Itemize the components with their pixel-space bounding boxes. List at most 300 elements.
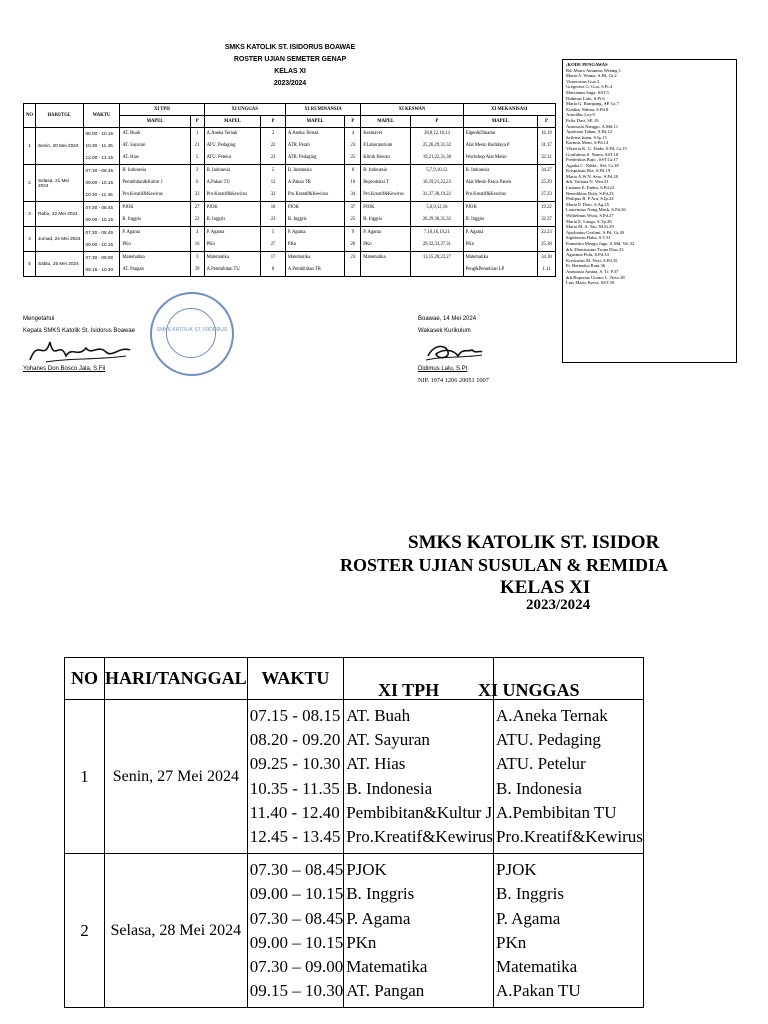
zoom-tph-subject-line: AT. Pangan [346,981,425,1001]
day-no: 1 [24,128,36,165]
supervisor-entry: Agatha C. Ndiki., SSt, Gr.18 [566,162,619,168]
supervisor-cell-line: 19.22 [541,205,552,210]
subject-cell-line: B. Inggris [206,217,226,222]
supervisor-cell-line: 26 [350,242,356,247]
subject-cell [204,227,261,252]
zoom-unggas-subject [494,700,644,854]
subject-cell-line: AT. Sayuran [122,143,146,148]
zoom-time-slot-line: 12.45 - 13.45 [249,826,341,846]
supervisor-entry: Maria A. Wuma, S.Pd, Gr.2 [566,73,617,79]
zoom-unggas-subject-line: P. Agama [496,908,561,928]
day-date: Sabtu, 25 Mei 2024 [36,252,83,277]
supervisor-entry: Apolonia Tahun, S.Pd.12 [566,129,613,135]
subject-cell-line: Pro.Kreatif&Kewirus [287,192,329,197]
subject-cell-line: B. Inggris [465,217,485,222]
subject-cell-line: P.Laboratorium [363,143,393,148]
day-date: Selasa, 21 Mei 2024 [36,165,83,202]
sign-right-date: Boawae, 14 Mei 2024 [418,316,477,322]
subject-cell [120,252,190,277]
subject-cell-line: Matematika [465,255,489,260]
subject-cell-line: AT. Hias [122,155,139,160]
subject-cell-line: PJOK [363,205,375,210]
time-slot-line: 09.00 - 10.15 [85,180,114,185]
supervisor-entry: Vimerosius Gua.3 [566,78,600,84]
time-slot-line: 07.30 - 09.00 [85,255,114,260]
subject-cell-line: Matematika [363,255,386,260]
supervisor-entry: Benediktus Dolu, S.Pd.23 [566,190,614,196]
time-slot-line: 07.30 - 08.45 [85,168,114,173]
subject-cell [120,128,190,165]
supervisor-cell-line: 27 [194,205,200,210]
subject-cell-line: Kesmavet [363,131,383,136]
subject-cell-line: Peng&Pemeliran LP [465,267,505,272]
subject-cell [120,165,190,202]
supervisor-cell-line: 5 [271,168,275,173]
table-row [24,165,556,202]
supervisor-cell [411,202,463,227]
supervisor-cell [345,165,361,202]
year-title: 2023/2024 [273,80,307,87]
col-class: XI KESWAN [361,104,463,116]
supervisor-entry: Anastasia Amina, S. Tr. P.37 [566,268,619,274]
subject-cell [463,227,537,252]
supervisor-cell [345,202,361,227]
supervisor-cell-line: 12 [270,180,276,185]
zoom-time-slot-line: 07.30 – 08.45 [249,860,344,880]
subject-cell [285,202,345,227]
table-row [24,227,556,252]
supervisor-code-list [562,59,737,363]
supervisor-entry: Agustina Pulu, S.Pd.34 [566,252,609,258]
zoom-time-slot-line: 09.15 – 10.30 [249,981,344,1001]
table-row [24,252,556,277]
subject-cell-line: Pro.Kreatif&Kewirus [465,192,507,197]
supervisor-cell-line: 34.38 [541,255,552,260]
supervisor-cell-line: 25.38 [541,242,552,247]
supervisor-entry: Philipus B. P Aru, S.Ip.24 [566,196,614,202]
time-slot [83,252,120,277]
supervisor-entry: Felix Dasi, SE.10 [566,117,599,123]
supervisor-cell-line: 34 [350,192,356,197]
zoom-tph-subject [344,854,494,1008]
subject-cell-line: A.Pembibitan TR [287,267,321,272]
subject-cell-line: ATR. Pedaging [287,155,317,160]
time-slot-line: 09.15 - 10.30 [85,267,114,272]
supervisor-cell [345,128,361,165]
zoom-day-date: Senin, 27 Mei 2024 [105,700,248,854]
supervisor-cell-line: 16,19,21,22,23 [422,180,451,185]
subject-cell [361,227,411,252]
subject-cell-line: Workshop Alat Mesin [465,155,507,160]
supervisor-entry: Maria A.W.N. Sero, S.Pd.20 [566,173,619,179]
supervisor-cell [190,165,204,202]
supervisor-entry: drh. Dionisusius Trona Dtus.33 [566,246,624,252]
supervisor-cell-line: 32.31 [541,155,552,160]
supervisor-list-title: ;KODE PENGAWAS [566,62,608,67]
subject-cell-line: B. Inggris [363,217,383,222]
subject-cell-line: ATU. Pedaging [206,143,236,148]
table-row [65,854,644,1008]
supervisor-entry: Anastasia Nanggo, A.Md.11 [566,123,619,129]
zoom-tph-subject [344,700,494,854]
sign-left-line2: Kepala SMKS Katolik St. Isidorus Boawae [23,328,136,334]
sign-left-line1: Mengetahui [23,316,55,322]
subject-cell-line: AT. Buah [122,131,140,136]
col-class: XI TPH [120,104,204,116]
zoom-day-date: Selasa, 28 Mei 2024 [105,854,248,1008]
supervisor-cell-line: 8 [351,168,355,173]
supervisor-entry: Krispianus Ria, S.Pd.19 [566,168,611,174]
day-no: 2 [24,165,36,202]
subject-cell [120,227,190,252]
supervisor-cell-line: 5,6,9,12,16 [426,205,448,210]
day-no: 5 [24,252,36,277]
subject-cell-line: B. Indonesia [363,168,387,173]
subject-cell-line: P. Agama [287,230,306,235]
subject-cell-line: A.Pakan TU [206,180,230,185]
supervisor-cell [190,227,204,252]
supervisor-entry: Wilhelmus Wutu, S.Pd.27 [566,213,614,219]
zoom-unggas-subject-line: A.Pakan TU [496,981,581,1001]
subject-cell-line: B. Indonesia [122,168,147,173]
exam-schedule-table [23,103,556,277]
supervisor-cell-line: 37 [350,205,356,210]
zoom-col-no: NO [65,658,105,700]
time-slot-line: 07.30 - 08.45 [85,230,114,235]
zoom-unggas-subject-line: ATU. Petelur [496,754,586,774]
subject-cell-line: P. Agama [122,230,141,235]
supervisor-cell-line: 1 [195,131,199,136]
subject-cell [204,128,261,165]
supervisor-cell [261,128,286,165]
school-title: SMKS KATOLIK ST. ISIDORUS BOAWAE [224,44,356,51]
supervisor-entry: Sefirina Inam, S.Ip.13 [566,134,607,140]
subject-cell-line: B. Inggris [287,217,307,222]
supervisor-cell-line: 5 [195,155,199,160]
supervisor-cell-line: 32 [270,192,276,197]
zoom-time-slot-line: 07.15 - 08.15 [249,706,341,725]
subject-cell-line: Pembibitan&Kultur J [122,180,163,185]
supervisor-cell [537,128,555,165]
supervisor-cell-line: 38,8,12,10,13 [424,131,450,136]
supervisor-cell [537,202,555,227]
table-row [65,700,644,854]
signature-left [26,332,136,368]
supervisor-cell-line: 5,7,9,10,12 [426,168,448,173]
zoom-unggas-subject-line: A.Aneka Ternak [496,706,608,725]
supervisor-cell-line: 4 [351,131,355,136]
subject-cell-line: A.Pakan TR [287,180,311,185]
subject-cell [361,165,411,202]
subject-cell [204,202,261,227]
zoom-time-slot-line: 09.00 – 10.15 [249,884,344,904]
day-date: Rabu, 22 Mei 2024 [36,202,83,227]
zoom-tph-subject-line: PKn [346,932,377,952]
subject-cell-line: Reproduksi T [363,180,389,185]
subject-cell-line: Matematika [287,255,311,260]
zoom-class-title: KELAS XI [500,577,591,598]
subject-cell-line: ATU. Petelur [206,155,232,160]
supervisor-cell-line: 19,21,22,31,38 [422,155,451,160]
zoom-tph-subject-line: AT. Sayuran [346,730,430,750]
subject-cell-line: Klinik Hewan [363,155,390,160]
supervisor-cell [190,128,204,165]
subject-cell-line: Pro.Kreatif&Kewirus [206,192,248,197]
zoom-tph-subject-line: AT. Hias [346,754,406,774]
supervisor-cell-line: 17 [270,255,276,260]
subject-cell-line: P. Agama [206,230,225,235]
supervisor-cell-line: 31,37,38,19,22 [422,192,451,197]
supervisor-cell [411,227,463,252]
supervisor-cell-line: 16.19 [541,131,552,136]
subject-cell-line: Alat Mesin Pasca Panen [465,180,512,185]
subject-cell [204,252,261,277]
subject-cell-line: PKn [122,242,131,247]
supervisor-entry: Kristianus M. Nesi, S.Pd.35 [566,257,618,263]
supervisor-cell-line: 27.23 [541,192,552,197]
supervisor-cell-line: 1.11 [542,267,551,272]
zoom-unggas-subject-line: B. Indonesia [496,778,582,798]
zoom-school-title: SMKS KATOLIK ST. ISIDOR [408,532,660,553]
zoom-unggas-subject-line: Pro.Kreatif&Kewirus [496,826,643,846]
time-slot-line: 09.00 - 10.15 [85,217,114,222]
time-slot [83,128,120,165]
class-title: KELAS XI [274,68,306,75]
subject-cell-line: B. Indonesia [465,168,490,173]
supervisor-entry: Maria G. Rumpang, SP, Gr.7 [566,101,619,107]
supervisor-entry: drh. Yuliana N. Wea.21 [566,179,609,185]
supervisor-cell-line: 22 [194,217,200,222]
zoom-time-slot-line: 07.30 – 08.45 [249,908,344,928]
zoom-tph-subject-line: Matematika [346,956,428,976]
zoom-col-waktu: WAKTU [247,658,344,700]
supervisor-cell [261,202,286,227]
supervisor-cell-line: 23 [270,217,276,222]
time-slot-line: 07.30 - 08.45 [85,205,114,210]
supervisor-cell-line: 16 [194,242,200,247]
subject-cell [285,128,345,165]
supervisor-cell [345,252,361,277]
supervisor-entry: Karmus Moni, S.Pd.14 [566,140,609,146]
subject-cell-line: B. Indonesia [206,168,231,173]
supervisor-entry: Gregorius G. Goa, S.Pt.4 [566,84,613,90]
time-slot-line: 08.00 - 10.15 [85,131,114,136]
zoom-time-slot-line: 07.30 – 09.00 [249,956,344,976]
subject-cell-line: Elgen&Dinamo [465,131,496,136]
subject-cell-line: PJOK [287,205,300,210]
time-slot-line: 12.00 - 13.15 [85,155,114,160]
zoom-tph-subject-line: B. Indonesia [346,778,433,798]
supervisor-cell [190,202,204,227]
subject-cell-line: PKn [363,242,372,247]
supervisor-entry: Sigitbertus Baba, S.T.31 [566,235,611,241]
time-slot [83,202,120,227]
supervisor-cell-line: 25 [350,155,356,160]
supervisor-cell-line: 33 [194,192,200,197]
supervisor-cell-line: 31.37 [541,143,552,148]
supervisor-cell-line: 21 [194,143,200,148]
col-waktu: WAKTU [83,104,120,128]
supervisor-cell-line: 25.29 [541,180,552,185]
supervisor-cell-line: 10 [350,180,356,185]
subject-cell [285,227,345,252]
subject-cell [285,252,345,277]
supervisor-cell [537,252,555,277]
day-no: 4 [24,227,36,252]
subject-cell-line [361,264,410,276]
supervisor-entry: Maria P. Dero, S.Ag.25 [566,201,609,207]
supervisor-entry: Fr. Bernadus Rani.36 [566,263,606,269]
subject-cell-line: A.Aneka Ternak [287,131,319,136]
supervisor-cell [190,252,204,277]
signature-right [424,340,484,364]
supervisor-entry: Laurensius Nong Musk, S.Pd.26 [566,207,626,213]
zoom-tph-subject-line: Pro.Kreatif&Kewirus [346,826,494,846]
day-date: Senin, 20 Mei 2024 [36,128,83,165]
supervisor-cell [261,227,286,252]
table-row [24,202,556,227]
col-class: XI MEKANISASI [463,104,555,116]
supervisor-cell-line: 23 [350,143,356,148]
supervisor-cell-line: 23 [350,255,356,260]
zoom-col-tph: XI TPH [378,680,440,700]
supervisor-cell-line: 10 [270,205,276,210]
zoom-time-slot-line: 09.25 - 10.30 [249,754,341,774]
supervisor-entry: Fransiska Mengo Jago, A.Md, Vet.32 [566,241,635,246]
supervisor-cell-line [345,264,360,276]
supervisor-cell [411,252,463,277]
sign-right-role: Wakasek Kurikulum [418,328,471,334]
zoom-day-no: 1 [65,700,105,854]
supervisor-cell-line: 27 [270,242,276,247]
subject-cell-line: A.Pembibitan TU [206,267,240,272]
subject-cell-line: Matematika [122,255,145,260]
zoom-col-unggas: XI UNGGAS [478,680,580,700]
subject-cell [361,202,411,227]
supervisor-entry: drh.Rupertus Utomo L. Neto.38 [566,274,625,280]
supervisor-cell-line: 22 [270,143,276,148]
supervisor-entry: Rd. Mario Aminnus Wetang.1 [566,67,622,73]
subject-cell-line: B. Indonesia [287,168,312,173]
col-mapel: MAPEL [120,116,190,128]
zoom-roster-subtitle: ROSTER UJIAN SUSULAN & REMIDIA [340,555,669,575]
subject-cell-line: AT. Pangan [122,267,144,272]
supervisor-cell [345,227,361,252]
col-p: P [345,116,361,128]
zoom-unggas-subject-line: A.Pembibitan TU [496,802,617,822]
supervisor-cell-line: 23 [270,155,276,160]
supervisor-entry: Maria E. Langa, S.Tp.28 [566,218,612,224]
supervisor-cell-line: 2 [195,168,199,173]
supervisor-cell-line: 8 [271,267,275,272]
supervisor-cell-line [411,264,462,276]
subject-cell-line: Matematika [206,255,229,260]
col-mapel: MAPEL [361,116,411,128]
supervisor-cell-line: 29,32,33,37,31 [422,242,451,247]
subject-cell [463,128,537,165]
zoom-col-hari: HARI/TANGGAL [105,658,248,700]
zoom-time-slot-line: 09.00 – 10.15 [249,932,344,952]
supervisor-cell-line: 34.27 [541,168,552,173]
col-p: P [411,116,463,128]
subject-cell-line: PJOK [122,205,134,210]
col-mapel: MAPEL [204,116,261,128]
zoom-time-slot-line: 10.35 - 11.35 [249,778,340,798]
zoom-time-slot-line: 11.40 - 12.40 [249,802,340,822]
col-hari: HARI/TGL [36,104,83,128]
subject-cell-line: P. Agama [363,230,381,235]
subject-cell [361,128,411,165]
subject-cell-line: PJOK [465,205,477,210]
col-mapel: MAPEL [285,116,345,128]
zoom-tph-subject-line: PJOK [346,860,387,880]
supervisor-cell [411,165,463,202]
zoom-unggas-subject-line: PKn [496,932,527,952]
supervisor-entry: Arnoldus Loy.9 [566,112,595,118]
supervisor-cell-line: 32.37 [541,217,552,222]
subject-cell-line: A.Aneka Ternak [206,131,238,136]
col-class: XI UNGGAS [204,104,285,116]
supervisor-entry: Gorthimus S. Nama, SST.16 [566,151,619,157]
subject-cell [204,165,261,202]
time-slot-line: 10.30 - 11.45 [85,192,113,197]
col-p: P [261,116,286,128]
supervisor-entry: Apolonius Gerlimi, S.Pd, Gr.30 [566,229,625,235]
subject-cell [361,252,411,277]
col-no: NO [24,104,36,128]
supervisor-cell [537,165,555,202]
time-slot [83,165,120,202]
supervisor-cell-line: 9 [351,230,355,235]
supervisor-cell-line: 39 [194,267,200,272]
subject-cell [463,252,537,277]
time-slot-line: 09.00 - 10.15 [85,242,114,247]
subject-cell-line: PKn [287,242,297,247]
sign-right-nip: NIP. 1974 1206 20051 1007 [418,377,489,384]
subject-cell-line: B. Inggris [122,217,142,222]
subject-cell-line: Pro.Kreatif&Kewirus [363,192,404,197]
sign-left-name: Yohanes Don Bosco Jala, S.Fil [23,366,106,372]
supervisor-entry: Lusiana E. Embu, S.Pd.22 [566,185,615,191]
zoom-tph-subject-line: B. Inggris [346,884,415,904]
supervisor-cell-line: 13,15,20,22,27 [422,255,451,260]
supervisor-entry: Viktoria K. G. Dadu, S.Pd, Gr.15 [566,145,627,151]
supervisor-entry: Frederikus Rajo., SST.Gr.17 [566,157,618,163]
supervisor-cell-line: 22.23 [541,230,552,235]
subject-cell-line: Alat Mesin Budidaya P [465,143,510,148]
supervisor-cell [261,165,286,202]
subject-cell [120,202,190,227]
sign-right-name: Didimus Lalu, S.Pt [418,366,468,372]
day-no: 3 [24,202,36,227]
zoom-time-slot [247,700,344,854]
subject-cell-line: Pro.Kreatif&Kewirus [122,192,163,197]
subject-cell-line: PKn [206,242,215,247]
school-stamp [150,292,234,376]
supervisor-entry: Luis Mario Kewa, SST.39 [566,280,615,286]
time-slot-line: 10.30 - 11.45 [85,143,113,148]
supervisor-cell-line: 4 [195,230,199,235]
zoom-unggas-subject-line: B. Inggris [496,884,565,904]
day-date: Jumad, 24 Mei 2024 [36,227,83,252]
supervisor-cell-line: 26,29,30,31,32 [422,217,451,222]
subject-cell-line: P. Agama [465,230,484,235]
zoom-time-slot-line: 08.20 - 09.20 [249,730,341,750]
zoom-unggas-subject-line: PJOK [496,860,537,880]
time-slot [83,227,120,252]
supervisor-entry: Maria M. A. Tao, M.Si.29 [566,224,614,230]
zoom-unggas-subject [494,854,644,1008]
